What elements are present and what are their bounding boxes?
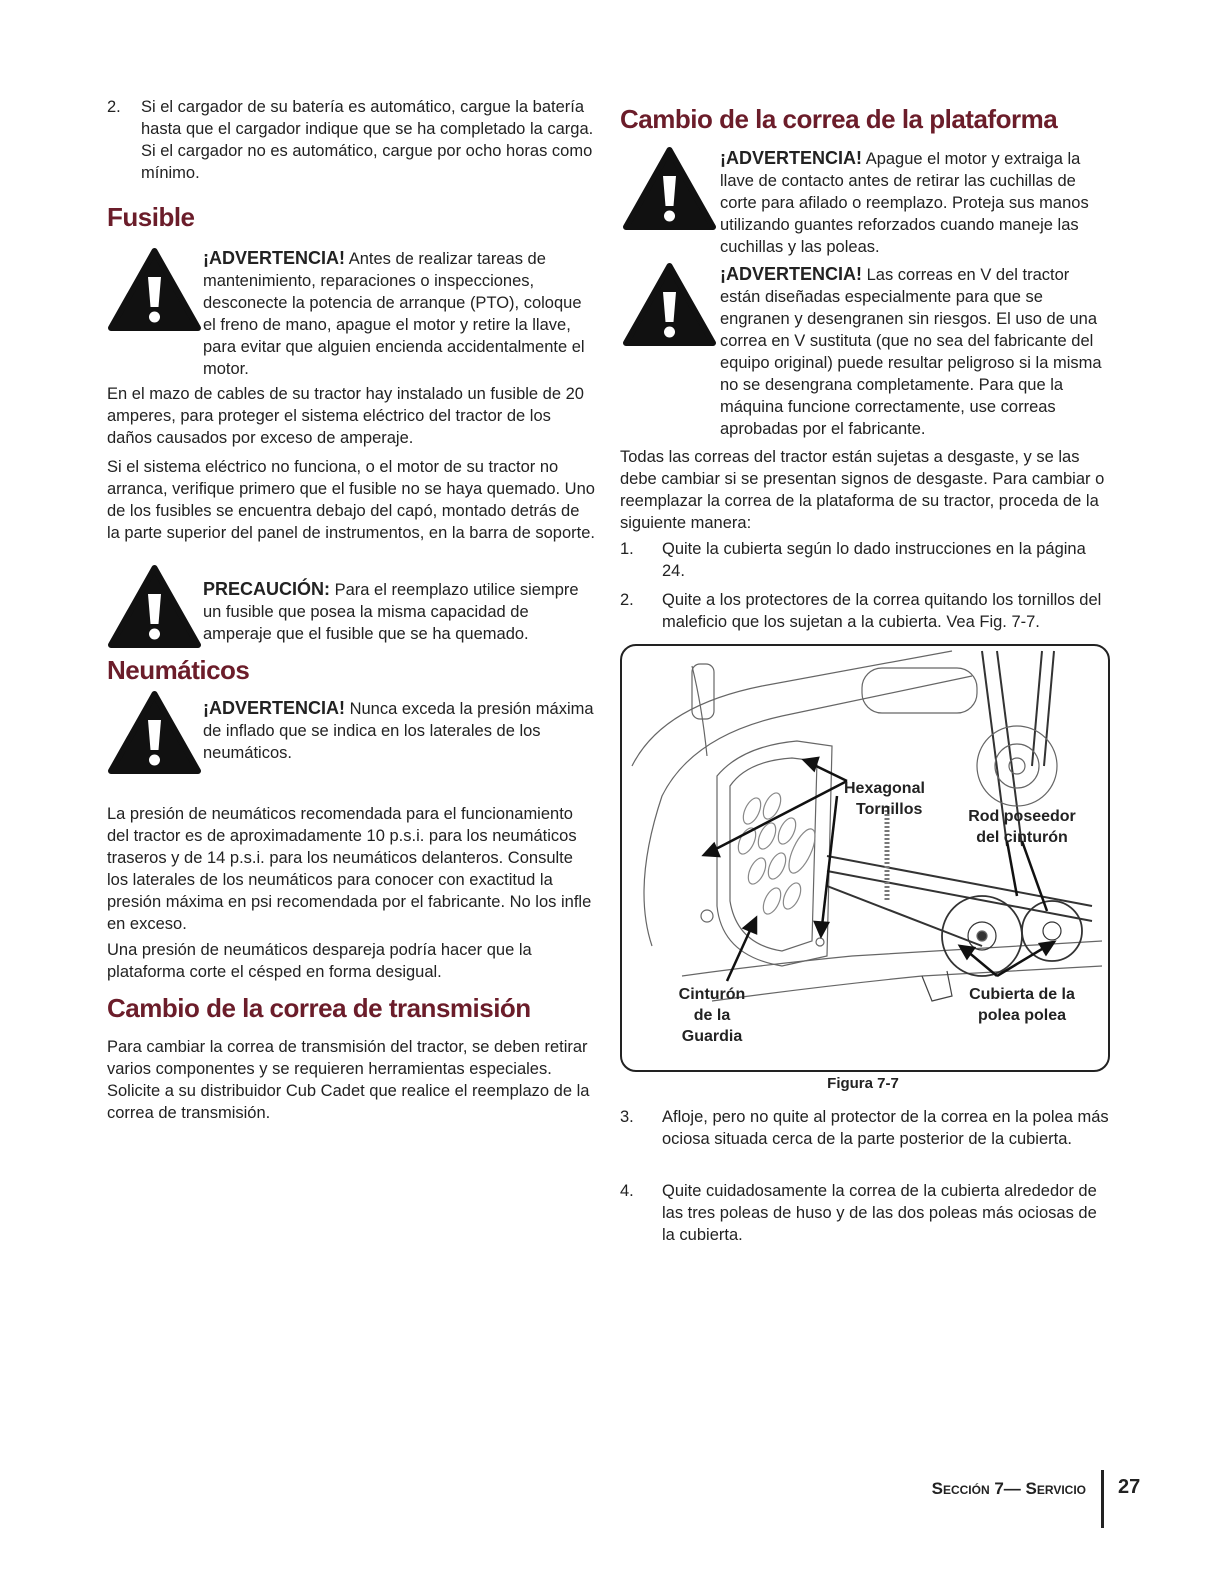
step-text: Quite cuidadosamente la correa de la cubierta alrededor de las tres poleas de huso y de las dos poleas más ociosas de la cubierta.	[662, 1182, 1097, 1244]
hex-bolts-label	[844, 778, 954, 820]
label-line: de la	[693, 1007, 731, 1024]
warning-text: Antes de realizar tareas de mantenimiento, reparaciones o inspecciones, desconecte la potencia de arranque (PTO), coloque el freno de mano, apague el motor y retire la llave, para evitar que alguien encienda accidentalmente el motor.	[203, 250, 585, 378]
footer-divider	[1101, 1470, 1104, 1528]
label-line: del cinturón	[976, 829, 1068, 846]
warning-lead: ¡ADVERTENCIA!	[203, 248, 345, 268]
section-title: Sección 7— Servicio	[931, 1479, 1086, 1498]
plataforma-warning-2	[720, 263, 1110, 440]
figure-7-7	[620, 644, 1110, 1072]
step-text: Quite la cubierta según lo dado instrucciones en la página 24.	[662, 540, 1086, 580]
step-number: 2.	[620, 591, 634, 609]
label-line: Hexagonal	[844, 780, 925, 797]
plataforma-heading: Cambio de la correa de la plataforma	[620, 104, 1058, 134]
neumaticos-paragraph-1: La presión de neumáticos recomendada para el funcionamiento del tractor es de aproximadamente 10 p.s.i. para los neumáticos traseros y de 14 p.s.i. para los neumáticos delanteros. Consulte los laterales de los neumáticos para conocer con exactitud la presión máxima en psi recomendada por el fabricante. No los infle en exceso.	[107, 805, 592, 933]
warning-text: Las correas en V del tractor están diseñadas especialmente para que se engranen y desengranen sin riesgos. El uso de una correa en V sustituta (que no sea del fabricante del equipo original) puede resultar peligroso si la misma no se desengrana completamente. Para que la máquina funcione correctamente, use correas aprobadas por el fabricante.	[720, 266, 1102, 438]
fusible-paragraph-2: Si el sistema eléctrico no funciona, o el motor de su tractor no arranca, verifique primero que el fusible no se haya quemado. Uno de los fusibles se encuentra debajo del capó, montado detrás de la parte superior del panel de instrumentos, en la barra de soporte.	[107, 458, 595, 542]
page-number: 27	[1118, 1476, 1141, 1498]
step-number: 3.	[620, 1108, 634, 1126]
warning-lead: ¡ADVERTENCIA!	[720, 264, 862, 284]
list-number: 2.	[107, 98, 121, 116]
warning-text: Nunca exceda la presión máxima de inflado que se indica en los laterales de los neumáticos.	[203, 700, 594, 762]
label-line: Cinturón	[678, 986, 746, 1003]
figure-caption: Figura 7-7	[827, 1075, 899, 1092]
step-number: 1.	[620, 540, 634, 558]
warning-lead: ¡ADVERTENCIA!	[720, 148, 862, 168]
transmision-heading: Cambio de la correa de transmisión	[107, 993, 531, 1023]
plataforma-warning-1	[720, 147, 1110, 258]
neumaticos-heading: Neumáticos	[107, 655, 250, 685]
label-line: Rod poseedor	[968, 808, 1076, 825]
list-item-text: Si el cargador de su batería es automático, cargue la batería hasta que el cargador indique que se ha completado la carga. Si el cargador no es automático, cargue por ocho horas como mínimo.	[141, 98, 594, 182]
warning-lead: ¡ADVERTENCIA!	[203, 698, 345, 718]
caution-triangle-icon	[107, 564, 202, 649]
fusible-warning	[203, 247, 598, 380]
neumaticos-paragraph-2: Una presión de neumáticos despareja podría hacer que la plataforma corte el césped en forma desigual.	[107, 941, 532, 981]
label-line: Guardia	[681, 1028, 743, 1045]
caution-lead: PRECAUCIÓN:	[203, 579, 331, 599]
transmision-paragraph: Para cambiar la correa de transmisión del tractor, se deben retirar varios componentes y se requieren herramientas especiales. Solicite a su distribuidor Cub Cadet que realice el reemplazo de la correa de transmisión.	[107, 1038, 590, 1122]
label-line: Cubierta de la	[969, 986, 1075, 1003]
plataforma-intro: Todas las correas del tractor están sujetas a desgaste, y se las debe cambiar si se presentan signos de desgaste. Para cambiar o reemplazar la correa de la plataforma de su tractor, proceda de la siguiente manera:	[620, 448, 1105, 532]
warning-triangle-icon	[622, 146, 717, 231]
warning-triangle-icon	[622, 262, 717, 347]
warning-triangle-icon	[107, 247, 202, 332]
warning-text: Apague el motor y extraiga la llave de contacto antes de retirar las cuchillas de corte para afilado o reemplazo. Proteja sus manos utilizando guantes reforzados cuando maneje las cuchillas y las poleas.	[720, 150, 1089, 256]
step-text: Quite a los protectores de la correa quitando los tornillos del maleficio que los sujetan a la cubierta. Vea Fig. 7-7.	[662, 591, 1102, 631]
fusible-paragraph-1: En el mazo de cables de su tractor hay instalado un fusible de 20 amperes, para proteger el sistema eléctrico del tractor de los daños causados por exceso de amperaje.	[107, 385, 584, 447]
belt-rod-label	[952, 806, 1092, 848]
label-line: Tornillos	[856, 801, 923, 818]
warning-triangle-icon	[107, 690, 202, 775]
label-line: polea polea	[977, 1007, 1067, 1024]
fusible-heading: Fusible	[107, 202, 195, 232]
step-number: 4.	[620, 1182, 634, 1200]
pulley-cover-label	[947, 984, 1097, 1026]
belt-guard-label	[662, 984, 762, 1047]
section-footer	[890, 1479, 1086, 1499]
step-text: Afloje, pero no quite al protector de la correa en la polea más ociosa situada cerca de la parte posterior de la cubierta.	[662, 1108, 1109, 1148]
neumaticos-warning	[203, 697, 598, 764]
caution-text: Para el reemplazo utilice siempre un fusible que posea la misma capacidad de amperaje que el fusible que se ha quemado.	[203, 581, 579, 643]
caution-block	[203, 578, 598, 645]
